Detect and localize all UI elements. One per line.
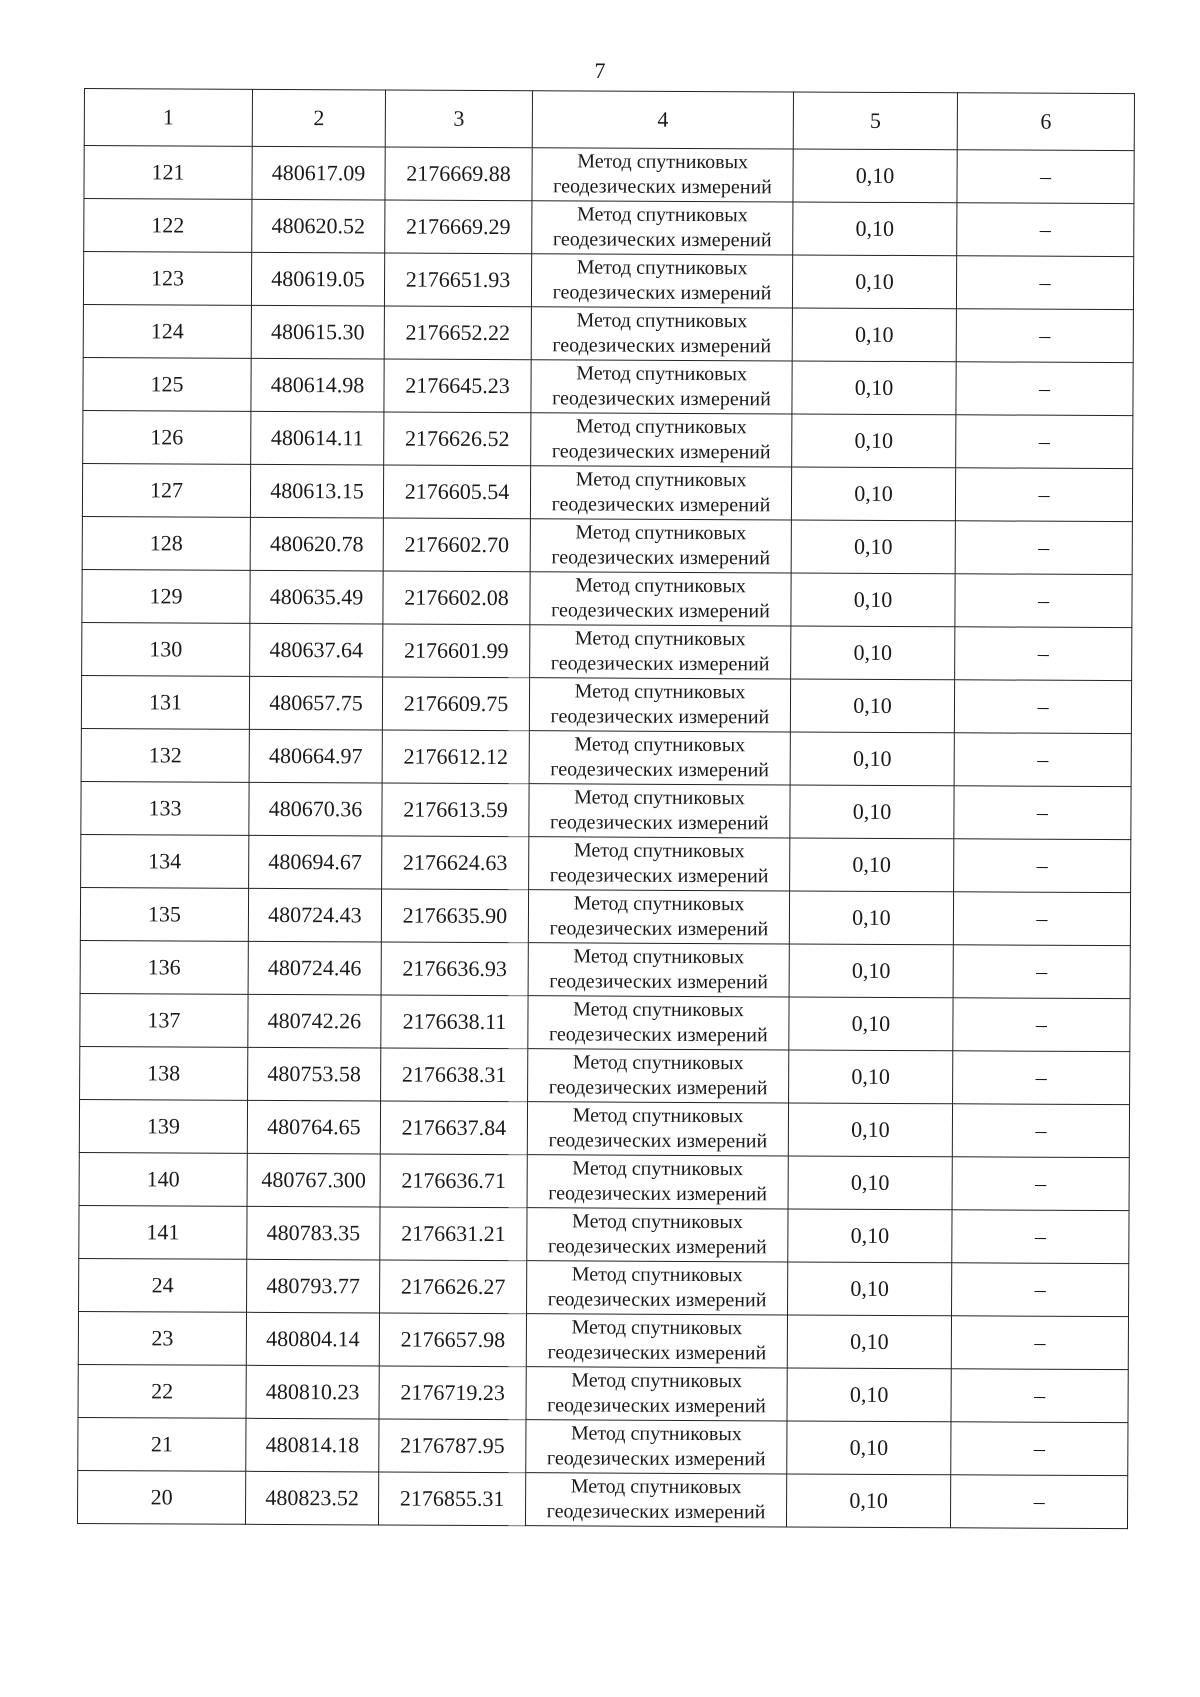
method-line-2: геодезических измерений — [546, 1447, 766, 1471]
method-line-2: геодезических измерений — [548, 1076, 768, 1100]
note-cell: – — [956, 415, 1133, 469]
point-cell: 134 — [81, 834, 249, 888]
note-cell: – — [956, 362, 1133, 416]
method-line-1: Метод спутниковых — [571, 1316, 743, 1340]
y-coordinate-cell: 2176624.63 — [382, 836, 529, 890]
x-coordinate-cell: 480793.77 — [247, 1259, 380, 1313]
table-row — [81, 675, 1131, 733]
y-coordinate-cell: 2176638.31 — [381, 1048, 528, 1102]
note-cell: – — [955, 468, 1132, 522]
table-row — [83, 410, 1133, 468]
method-cell — [529, 837, 790, 891]
table-row — [82, 463, 1132, 521]
table-row — [82, 516, 1132, 574]
method-cell — [530, 625, 791, 679]
x-coordinate-cell: 480637.64 — [250, 623, 383, 677]
method-line-2: геодезических измерений — [547, 1341, 767, 1365]
method-line-1: Метод спутниковых — [571, 1263, 743, 1287]
method-line-1: Метод спутниковых — [573, 892, 745, 916]
method-line-1: Метод спутниковых — [572, 1157, 744, 1181]
method-line-1: Метод спутниковых — [572, 1104, 744, 1128]
point-cell: 20 — [77, 1470, 245, 1524]
note-cell: – — [950, 1475, 1127, 1529]
method-cell — [528, 1049, 789, 1103]
method-line-2: геодезических измерений — [551, 440, 771, 464]
header-cell-3: 3 — [385, 90, 532, 148]
x-coordinate-cell: 480810.23 — [246, 1365, 379, 1419]
precision-cell: 0,10 — [792, 308, 956, 362]
x-coordinate-cell: 480657.75 — [249, 676, 382, 730]
note-cell: – — [955, 627, 1132, 681]
method-cell — [531, 413, 792, 467]
method-line-2: геодезических измерений — [552, 387, 771, 411]
method-line-1: Метод спутниковых — [572, 1051, 744, 1075]
y-coordinate-cell: 2176652.22 — [384, 306, 531, 360]
method-line-2: геодезических измерений — [553, 175, 772, 199]
point-cell: 124 — [83, 304, 251, 358]
point-cell: 138 — [80, 1046, 248, 1100]
method-cell — [530, 519, 791, 573]
note-cell: – — [954, 733, 1131, 787]
method-line-2: геодезических измерений — [550, 652, 770, 676]
method-cell — [530, 572, 791, 626]
note-cell: – — [951, 1369, 1128, 1423]
point-cell: 141 — [79, 1205, 247, 1259]
note-cell: – — [952, 1157, 1129, 1211]
x-coordinate-cell: 480823.52 — [245, 1471, 378, 1525]
method-cell — [527, 1208, 788, 1262]
table-row — [84, 146, 1134, 204]
method-line-2: геодезических измерений — [551, 493, 771, 517]
method-line-1: Метод спутниковых — [570, 1475, 742, 1499]
precision-cell: 0,10 — [787, 1368, 951, 1422]
method-line-2: геодезических измерений — [546, 1500, 766, 1524]
note-cell: – — [953, 892, 1130, 946]
precision-cell: 0,10 — [791, 520, 955, 574]
method-line-1: Метод спутниковых — [575, 574, 747, 598]
table-row — [79, 1258, 1129, 1316]
table-row — [80, 1046, 1130, 1104]
precision-cell: 0,10 — [789, 944, 953, 998]
page-number: 7 — [594, 58, 606, 83]
method-cell — [531, 254, 792, 308]
table-row — [79, 1152, 1129, 1210]
method-line-1: Метод спутниковых — [576, 309, 748, 333]
y-coordinate-cell: 2176602.70 — [383, 518, 530, 572]
table-row — [80, 887, 1130, 945]
method-line-2: геодезических измерений — [551, 546, 771, 570]
method-line-2: геодезических измерений — [551, 599, 770, 623]
table-row — [78, 1311, 1128, 1369]
precision-cell: 0,10 — [789, 997, 953, 1051]
x-coordinate-cell: 480619.05 — [251, 252, 384, 306]
table-row — [83, 304, 1133, 362]
method-cell — [531, 360, 792, 414]
y-coordinate-cell: 2176613.59 — [382, 783, 529, 837]
method-line-1: Метод спутниковых — [576, 256, 748, 280]
y-coordinate-cell: 2176645.23 — [384, 359, 531, 413]
note-cell: – — [955, 521, 1132, 575]
precision-cell: 0,10 — [792, 361, 956, 415]
table-row — [82, 622, 1132, 680]
y-coordinate-cell: 2176601.99 — [383, 624, 530, 678]
method-cell — [527, 1102, 788, 1156]
note-cell: – — [954, 680, 1131, 734]
x-coordinate-cell: 480724.46 — [248, 941, 381, 995]
point-cell: 24 — [79, 1258, 247, 1312]
point-cell: 137 — [80, 993, 248, 1047]
method-line-2: геодезических измерений — [552, 281, 772, 305]
precision-cell: 0,10 — [788, 1156, 952, 1210]
x-coordinate-cell: 480767.300 — [247, 1153, 380, 1207]
x-coordinate-cell: 480620.52 — [252, 199, 385, 253]
point-cell: 132 — [81, 728, 249, 782]
y-coordinate-cell: 2176609.75 — [382, 677, 529, 731]
x-coordinate-cell: 480614.98 — [251, 358, 384, 412]
precision-cell: 0,10 — [787, 1421, 951, 1475]
table-row — [81, 728, 1131, 786]
method-line-2: геодезических измерений — [549, 917, 769, 941]
method-cell — [526, 1420, 787, 1474]
note-cell: – — [952, 1210, 1129, 1264]
x-coordinate-cell: 480664.97 — [249, 729, 382, 783]
precision-cell: 0,10 — [788, 1209, 952, 1263]
x-coordinate-cell: 480753.58 — [248, 1047, 381, 1101]
point-cell: 140 — [79, 1152, 247, 1206]
method-line-1: Метод спутниковых — [573, 998, 744, 1022]
method-line-2: геодезических измерений — [548, 1182, 768, 1206]
point-cell: 22 — [78, 1364, 246, 1418]
x-coordinate-cell: 480617.09 — [252, 146, 385, 200]
x-coordinate-cell: 480724.43 — [248, 888, 381, 942]
table-row — [80, 993, 1130, 1051]
y-coordinate-cell: 2176669.88 — [385, 147, 532, 201]
point-cell: 125 — [83, 357, 251, 411]
method-cell — [528, 996, 789, 1050]
precision-cell: 0,10 — [791, 467, 955, 521]
method-line-1: Метод спутниковых — [576, 362, 748, 386]
method-line-2: геодезических измерений — [547, 1288, 767, 1312]
method-line-2: геодезических измерений — [550, 811, 769, 835]
x-coordinate-cell: 480694.67 — [249, 835, 382, 889]
precision-cell: 0,10 — [790, 679, 954, 733]
precision-cell: 0,10 — [792, 255, 956, 309]
method-line-2: геодезических измерений — [550, 705, 770, 729]
precision-cell: 0,10 — [793, 202, 957, 256]
x-coordinate-cell: 480614.11 — [251, 411, 384, 465]
point-cell: 23 — [78, 1311, 246, 1365]
method-cell — [526, 1314, 787, 1368]
precision-cell: 0,10 — [791, 573, 955, 627]
precision-cell: 0,10 — [788, 1103, 952, 1157]
method-cell — [532, 201, 793, 255]
precision-cell: 0,10 — [793, 149, 957, 203]
precision-cell: 0,10 — [790, 732, 954, 786]
method-cell — [529, 731, 790, 785]
method-line-1: Метод спутниковых — [575, 415, 747, 439]
method-line-2: геодезических измерений — [547, 1394, 766, 1418]
note-cell: – — [952, 1263, 1129, 1317]
y-coordinate-cell: 2176787.95 — [379, 1419, 526, 1473]
y-coordinate-cell: 2176602.08 — [383, 571, 530, 625]
method-cell — [529, 784, 790, 838]
point-cell: 123 — [83, 252, 251, 306]
x-coordinate-cell: 480814.18 — [246, 1418, 379, 1472]
y-coordinate-cell: 2176631.21 — [380, 1207, 527, 1261]
note-cell: – — [952, 1104, 1129, 1158]
table-row — [79, 1205, 1129, 1263]
table-header-row — [84, 89, 1134, 151]
table-row — [83, 357, 1133, 415]
precision-cell: 0,10 — [786, 1474, 950, 1528]
method-line-1: Метод спутниковых — [577, 150, 749, 174]
precision-cell: 0,10 — [788, 1262, 952, 1316]
note-cell: – — [957, 203, 1134, 257]
point-cell: 139 — [79, 1099, 247, 1153]
method-cell — [532, 148, 793, 202]
y-coordinate-cell: 2176635.90 — [381, 889, 528, 943]
y-coordinate-cell: 2176626.27 — [380, 1260, 527, 1314]
note-cell: – — [954, 839, 1131, 893]
note-cell: – — [956, 256, 1133, 310]
method-line-1: Метод спутниковых — [574, 680, 746, 704]
header-cell-4: 4 — [532, 91, 793, 149]
note-cell: – — [951, 1316, 1128, 1370]
method-line-1: Метод спутниковых — [572, 1210, 743, 1234]
note-cell: – — [953, 1051, 1130, 1105]
table-row — [79, 1099, 1129, 1157]
method-line-1: Метод спутниковых — [576, 203, 748, 227]
y-coordinate-cell: 2176638.11 — [381, 995, 528, 1049]
y-coordinate-cell: 2176605.54 — [383, 465, 530, 519]
y-coordinate-cell: 2176626.52 — [384, 412, 531, 466]
x-coordinate-cell: 480613.15 — [250, 464, 383, 518]
x-coordinate-cell: 480804.14 — [246, 1312, 379, 1366]
note-cell: – — [956, 309, 1133, 363]
method-line-2: геодезических измерений — [550, 758, 770, 782]
y-coordinate-cell: 2176636.71 — [380, 1154, 527, 1208]
table-row — [83, 252, 1133, 310]
table-row — [78, 1364, 1128, 1422]
coordinates-table — [77, 88, 1135, 1529]
note-cell: – — [955, 574, 1132, 628]
method-line-2: геодезических измерений — [548, 1023, 768, 1047]
precision-cell: 0,10 — [790, 838, 954, 892]
point-cell: 130 — [82, 622, 250, 676]
note-cell: – — [953, 945, 1130, 999]
x-coordinate-cell: 480783.35 — [247, 1206, 380, 1260]
x-coordinate-cell: 480742.26 — [248, 994, 381, 1048]
header-cell-6: 6 — [957, 93, 1134, 151]
point-cell: 136 — [80, 940, 248, 994]
x-coordinate-cell: 480635.49 — [250, 570, 383, 624]
table-row — [81, 781, 1131, 839]
precision-cell: 0,10 — [792, 414, 956, 468]
table-row — [81, 834, 1131, 892]
method-cell — [528, 890, 789, 944]
note-cell: – — [954, 786, 1131, 840]
y-coordinate-cell: 2176669.29 — [385, 200, 532, 254]
method-line-2: геодезических измерений — [548, 1129, 768, 1153]
precision-cell: 0,10 — [789, 891, 953, 945]
method-cell — [531, 307, 792, 361]
method-line-1: Метод спутниковых — [575, 521, 747, 545]
y-coordinate-cell: 2176657.98 — [379, 1313, 526, 1367]
precision-cell: 0,10 — [789, 1050, 953, 1104]
x-coordinate-cell: 480764.65 — [247, 1100, 380, 1154]
y-coordinate-cell: 2176637.84 — [380, 1101, 527, 1155]
y-coordinate-cell: 2176855.31 — [378, 1472, 525, 1526]
method-line-1: Метод спутниковых — [575, 468, 747, 492]
table-row — [78, 1417, 1128, 1475]
point-cell: 126 — [83, 410, 251, 464]
precision-cell: 0,10 — [791, 626, 955, 680]
method-line-2: геодезических измерений — [549, 970, 769, 994]
y-coordinate-cell: 2176636.93 — [381, 942, 528, 996]
x-coordinate-cell: 480615.30 — [251, 305, 384, 359]
method-line-1: Метод спутниковых — [573, 945, 745, 969]
method-cell — [529, 678, 790, 732]
note-cell: – — [951, 1422, 1128, 1476]
method-line-2: геодезических измерений — [547, 1235, 767, 1259]
y-coordinate-cell: 2176651.93 — [384, 253, 531, 307]
method-line-2: геодезических измерений — [552, 334, 772, 358]
table-body — [77, 89, 1134, 1529]
x-coordinate-cell: 480670.36 — [249, 782, 382, 836]
precision-cell: 0,10 — [790, 785, 954, 839]
method-line-1: Метод спутниковых — [574, 627, 746, 651]
point-cell: 128 — [82, 516, 250, 570]
method-cell — [526, 1367, 787, 1421]
table-row — [82, 569, 1132, 627]
point-cell: 127 — [82, 463, 250, 517]
point-cell: 121 — [84, 146, 252, 200]
method-cell — [527, 1261, 788, 1315]
method-cell — [530, 466, 791, 520]
point-cell: 21 — [78, 1417, 246, 1471]
method-line-2: геодезических измерений — [552, 228, 772, 252]
table-row — [84, 199, 1134, 257]
y-coordinate-cell: 2176719.23 — [379, 1366, 526, 1420]
precision-cell: 0,10 — [787, 1315, 951, 1369]
point-cell: 135 — [80, 887, 248, 941]
note-cell: – — [957, 150, 1134, 204]
y-coordinate-cell: 2176612.12 — [382, 730, 529, 784]
method-cell — [525, 1473, 786, 1527]
method-cell — [528, 943, 789, 997]
header-cell-5: 5 — [793, 92, 957, 150]
table-row — [80, 940, 1130, 998]
table-row — [77, 1470, 1127, 1528]
method-line-1: Метод спутниковых — [571, 1369, 743, 1393]
point-cell: 133 — [81, 781, 249, 835]
method-line-2: геодезических измерений — [549, 864, 769, 888]
x-coordinate-cell: 480620.78 — [250, 517, 383, 571]
method-line-1: Метод спутниковых — [570, 1422, 742, 1446]
method-cell — [527, 1155, 788, 1209]
point-cell: 131 — [81, 675, 249, 729]
point-cell: 129 — [82, 569, 250, 623]
method-line-1: Метод спутниковых — [573, 839, 745, 863]
header-cell-2: 2 — [252, 89, 385, 147]
method-line-1: Метод спутниковых — [574, 733, 746, 757]
header-cell-1: 1 — [84, 89, 252, 147]
point-cell: 122 — [84, 199, 252, 253]
note-cell: – — [953, 998, 1130, 1052]
method-line-1: Метод спутниковых — [574, 786, 745, 810]
